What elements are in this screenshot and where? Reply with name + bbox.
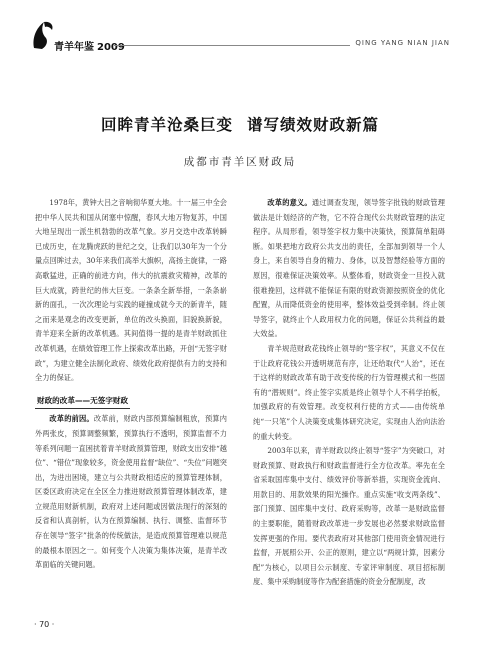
title-part-2: 谱写绩效财政新篇 (247, 115, 380, 134)
brand-name: 青羊年鉴 (54, 42, 94, 53)
article-title (0, 113, 480, 135)
since-2003-paragraph: 2003年以来，青羊财政以终止领导“签字”为突破口，对财政预算、财政执行和财政监督进行全方位改革。率先在全省采取国库集中支付、绩效评价等新举措，实现资金流向、用款目的、用款效果的阳光操作。重点实施“收支两条线”、部门预算、国库集中支付、政府采购等，改革一是财政监督的主要职能，随着财政改革进一步发展也必然要求财政监督发挥更强的作用。要代表政府对其他部门使用资金情况进行监督，开展照公开、公正的原则，建立以“两规计算，因素分配”为核心，以项目公示制度、专家评审制度、项目招标制度、集中采购制度等作为配套措施的资金分配制度，改 (253, 446, 445, 587)
goat-logo-icon (30, 18, 56, 52)
significance-paragraph (253, 196, 445, 342)
significance-body: 通过调查发现，领导签字批钱的财政管理做法是计划经济的产物，它不符合现代公共财政管理的法定程序。从局形看，领导签字权力集中决策快，预算简单阻碍断。如果把地方政府公共支出的责任，全部加到领导一个人身上，来自领导自身的精力、身体，以及智慧经验等方面的原因，很难保证决策效率。从整体看，财政资金一旦投入就很难挽回，这样就不能保证有限的财政资源按照资金的优化配置，从而降低资金的使用率，整体效益受到牵制。终止领导签字，就终止个人政用权力化的问题，保证公共利益的最大效益。 (253, 198, 445, 339)
page-header (30, 18, 450, 58)
section-heading (35, 394, 227, 410)
cause-paragraph (35, 412, 227, 573)
right-column (253, 196, 445, 590)
article-byline: 成都市青羊区财政局 (183, 156, 297, 168)
significance-lead: 改革的意义。 (267, 198, 312, 207)
header-rule (114, 45, 350, 46)
header-pinyin: QING YANG NIAN JIAN (355, 39, 450, 47)
cause-body: 改革前，财政内部预算编制粗放，预算内外两张皮，预算调整频繁，预算执行不透明，预算监督不力等系列问题一直困扰着青羊财政预算管理，财政支出安排“越位”、“错位”现象较多，资金使用监督“缺位”、“失位”问题突出，为进出困境，建立与公共财政相适应的预算管理体制，区委区政府决定在全区全力推进财政预算管理体制改革，建立规范用财新机制，政府对上述问题或因做法现行的深刻的反省和认真剖析，认为在预算编制、执行、调整、监督环节存在领导“签字”批条的传统做法，是造成预算管理难以规范的最根本原因之一。如何变个人决策为集体决策，是青羊改革面临的关键问题。 (35, 414, 227, 570)
intro-paragraph: 1978年，黄钟大吕之音响彻华夏大地。十一届三中全会把中华人民共和国从闭塞中惊醒，春风大地万物复苏，中国大地呈现出一派生机勃勃的改革气象。岁月交迭中改革转瞬已成历史，在龙腾虎跃的世纪之交，让我们以30年为一个分量点回眸过去，30年来我们高举大旗帜，高扬主旋律，一路高歌猛进，正确的前进方向，伟大的抗震救灾精神，改革的巨大成就，跨世纪的伟大巨变。一条条全新举措，一条条崭新的面孔，一次次理论与实践的碰撞成就今天的新青羊，随之而来是观念的改变更新，单位的改头换面，旧貌换新貌，青羊迎来全新的改革机遇。其间值得一提的是青羊财政抓住改革机遇，在绩效管理工作上探索改革出路，开创“无签字财政”，为建立健全法制化政府、绩效化政府提供有力的支持和全力的保证。 (35, 198, 227, 383)
page-number: · 70 · (34, 620, 55, 629)
brand-year: 2009 (97, 42, 125, 53)
left-column (35, 196, 227, 573)
section-heading-text: 财政的改革——无签字财政 (35, 394, 130, 410)
title-part-1: 回眸青羊沧桑巨变 (100, 115, 233, 134)
reform-paragraph: 青羊规范财政花钱终止领导的“签字权”，其意义不仅在于让政府花钱公开透明规范有序，让还给取代“人治”，还在于这样的财政改革有助于改变传统的行为管理模式和一些固有的“潜规则”。终止签字实质是终止领导个人不科学拍板，加强政府的有效管理。改变权利行使的方式——由传统单纯“一只笔”个人决策变成集体研究决定，实现由人治向法治的重大转变。 (253, 343, 445, 441)
cause-lead: 改革的前因。 (49, 414, 94, 424)
